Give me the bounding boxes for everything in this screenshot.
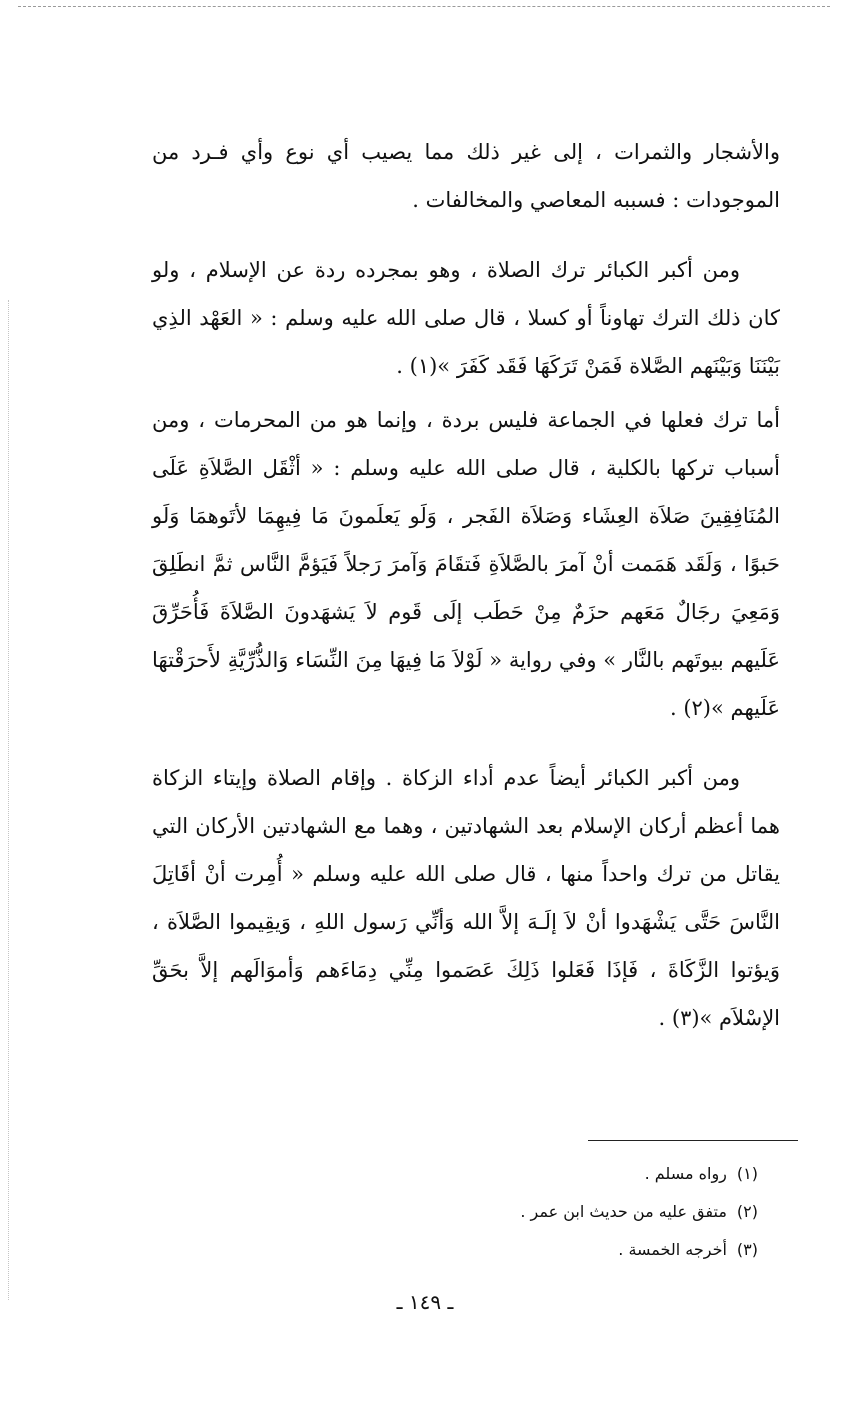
paragraph-congregation: أما ترك فعلها في الجماعة فليس بردة ، وإنما هو من المحرمات ، ومن أسباب تركها بالكلية ، قال صلى الله عليه وسلم : « أثْقَل الصَّلاَةِ عَلَى المُنَافِقِينَ صَلاَة العِشَاء وَصَلاَة الفَجر ، وَلَو يَعلَمونَ مَا فِيهِمَا لأتَوهمَا وَلَو حَبوًا ، وَلَقَد هَمَمت أنْ آمرَ بالصَّلاَةِ فَتقَامَ وَآمرَ رَجلاً فَيَؤمَّ النَّاس ثمَّ انطَلِقَ وَمَعِيَ رجَالٌ مَعَهم حزَمٌ مِنْ حَطَب إلَى قَوم لاَ يَشهَدونَ الصَّلاَةَ فَأُحَرِّقَ عَلَيهم بيوتَهم بالنَّار » وفي رواية « لَوْلاَ مَا فِيهَا مِنَ النِّسَاء وَالذُّرِّيَّةِ لأَحرَقْتهَا عَلَيهم »(٢) . (152, 408, 780, 720)
footnote-2 (278, 1193, 758, 1231)
footnote-text: رواه مسلم . (644, 1164, 727, 1183)
paragraph-zakat: ومن أكبر الكبائر أيضاً عدم أداء الزكاة . وإقام الصلاة وإيتاء الزكاة هما أعظم أركان الإسلام بعد الشهادتين ، وهما مع الشهادتين الأركان التي يقاتل من ترك واحداً منها ، قال صلى الله عليه وسلم « أُمِرت أنْ أقَاتِلَ النَّاسَ حَتَّى يَشْهَدوا أنْ لاَ إلَـهَ إلاَّ الله وَأنِّي رَسول اللهِ ، وَيقِيموا الصَّلاَة ، وَيؤتوا الزَّكَاةَ ، فَإذَا فَعَلوا ذَلِكَ عَصَموا مِنِّي دِمَاءَهم وَأموَالَهم إلاَّ بحَقِّ الإسْلاَم »(٣) . (152, 766, 780, 1030)
scan-top-edge (18, 6, 830, 7)
page-number: ـ ١٤٩ ـ (396, 1290, 454, 1314)
paragraph-prayer: ومن أكبر الكبائر ترك الصلاة ، وهو بمجرده ردة عن الإسلام ، ولو كان ذلك الترك تهاوناً أو كسلا ، قال صلى الله عليه وسلم : « العَهْد الذِي بَيْنَنَا وَبَيْنَهم الصَّلاة فَمَنْ تَرَكَهَا فَقَد كَفَرَ »(١) . (152, 258, 780, 378)
footnote-text: أخرجه الخمسة . (618, 1240, 727, 1259)
footnote-number: (٢) (736, 1202, 758, 1221)
footnotes (278, 1155, 758, 1269)
paragraph-continuation: والأشجار والثمرات ، إلى غير ذلك مما يصيب أي نوع وأي فـرد من الموجودات : فسببه المعاصي والمخالفات . (152, 140, 780, 212)
scan-left-edge (8, 300, 9, 1300)
footnote-number: (٣) (736, 1240, 758, 1259)
footnote-1 (278, 1155, 758, 1193)
footnote-separator (588, 1140, 798, 1141)
footnote-number: (١) (736, 1164, 758, 1183)
footnote-text: متفق عليه من حديث ابن عمر . (520, 1202, 727, 1221)
main-text (152, 128, 780, 1042)
footnote-3 (278, 1231, 758, 1269)
